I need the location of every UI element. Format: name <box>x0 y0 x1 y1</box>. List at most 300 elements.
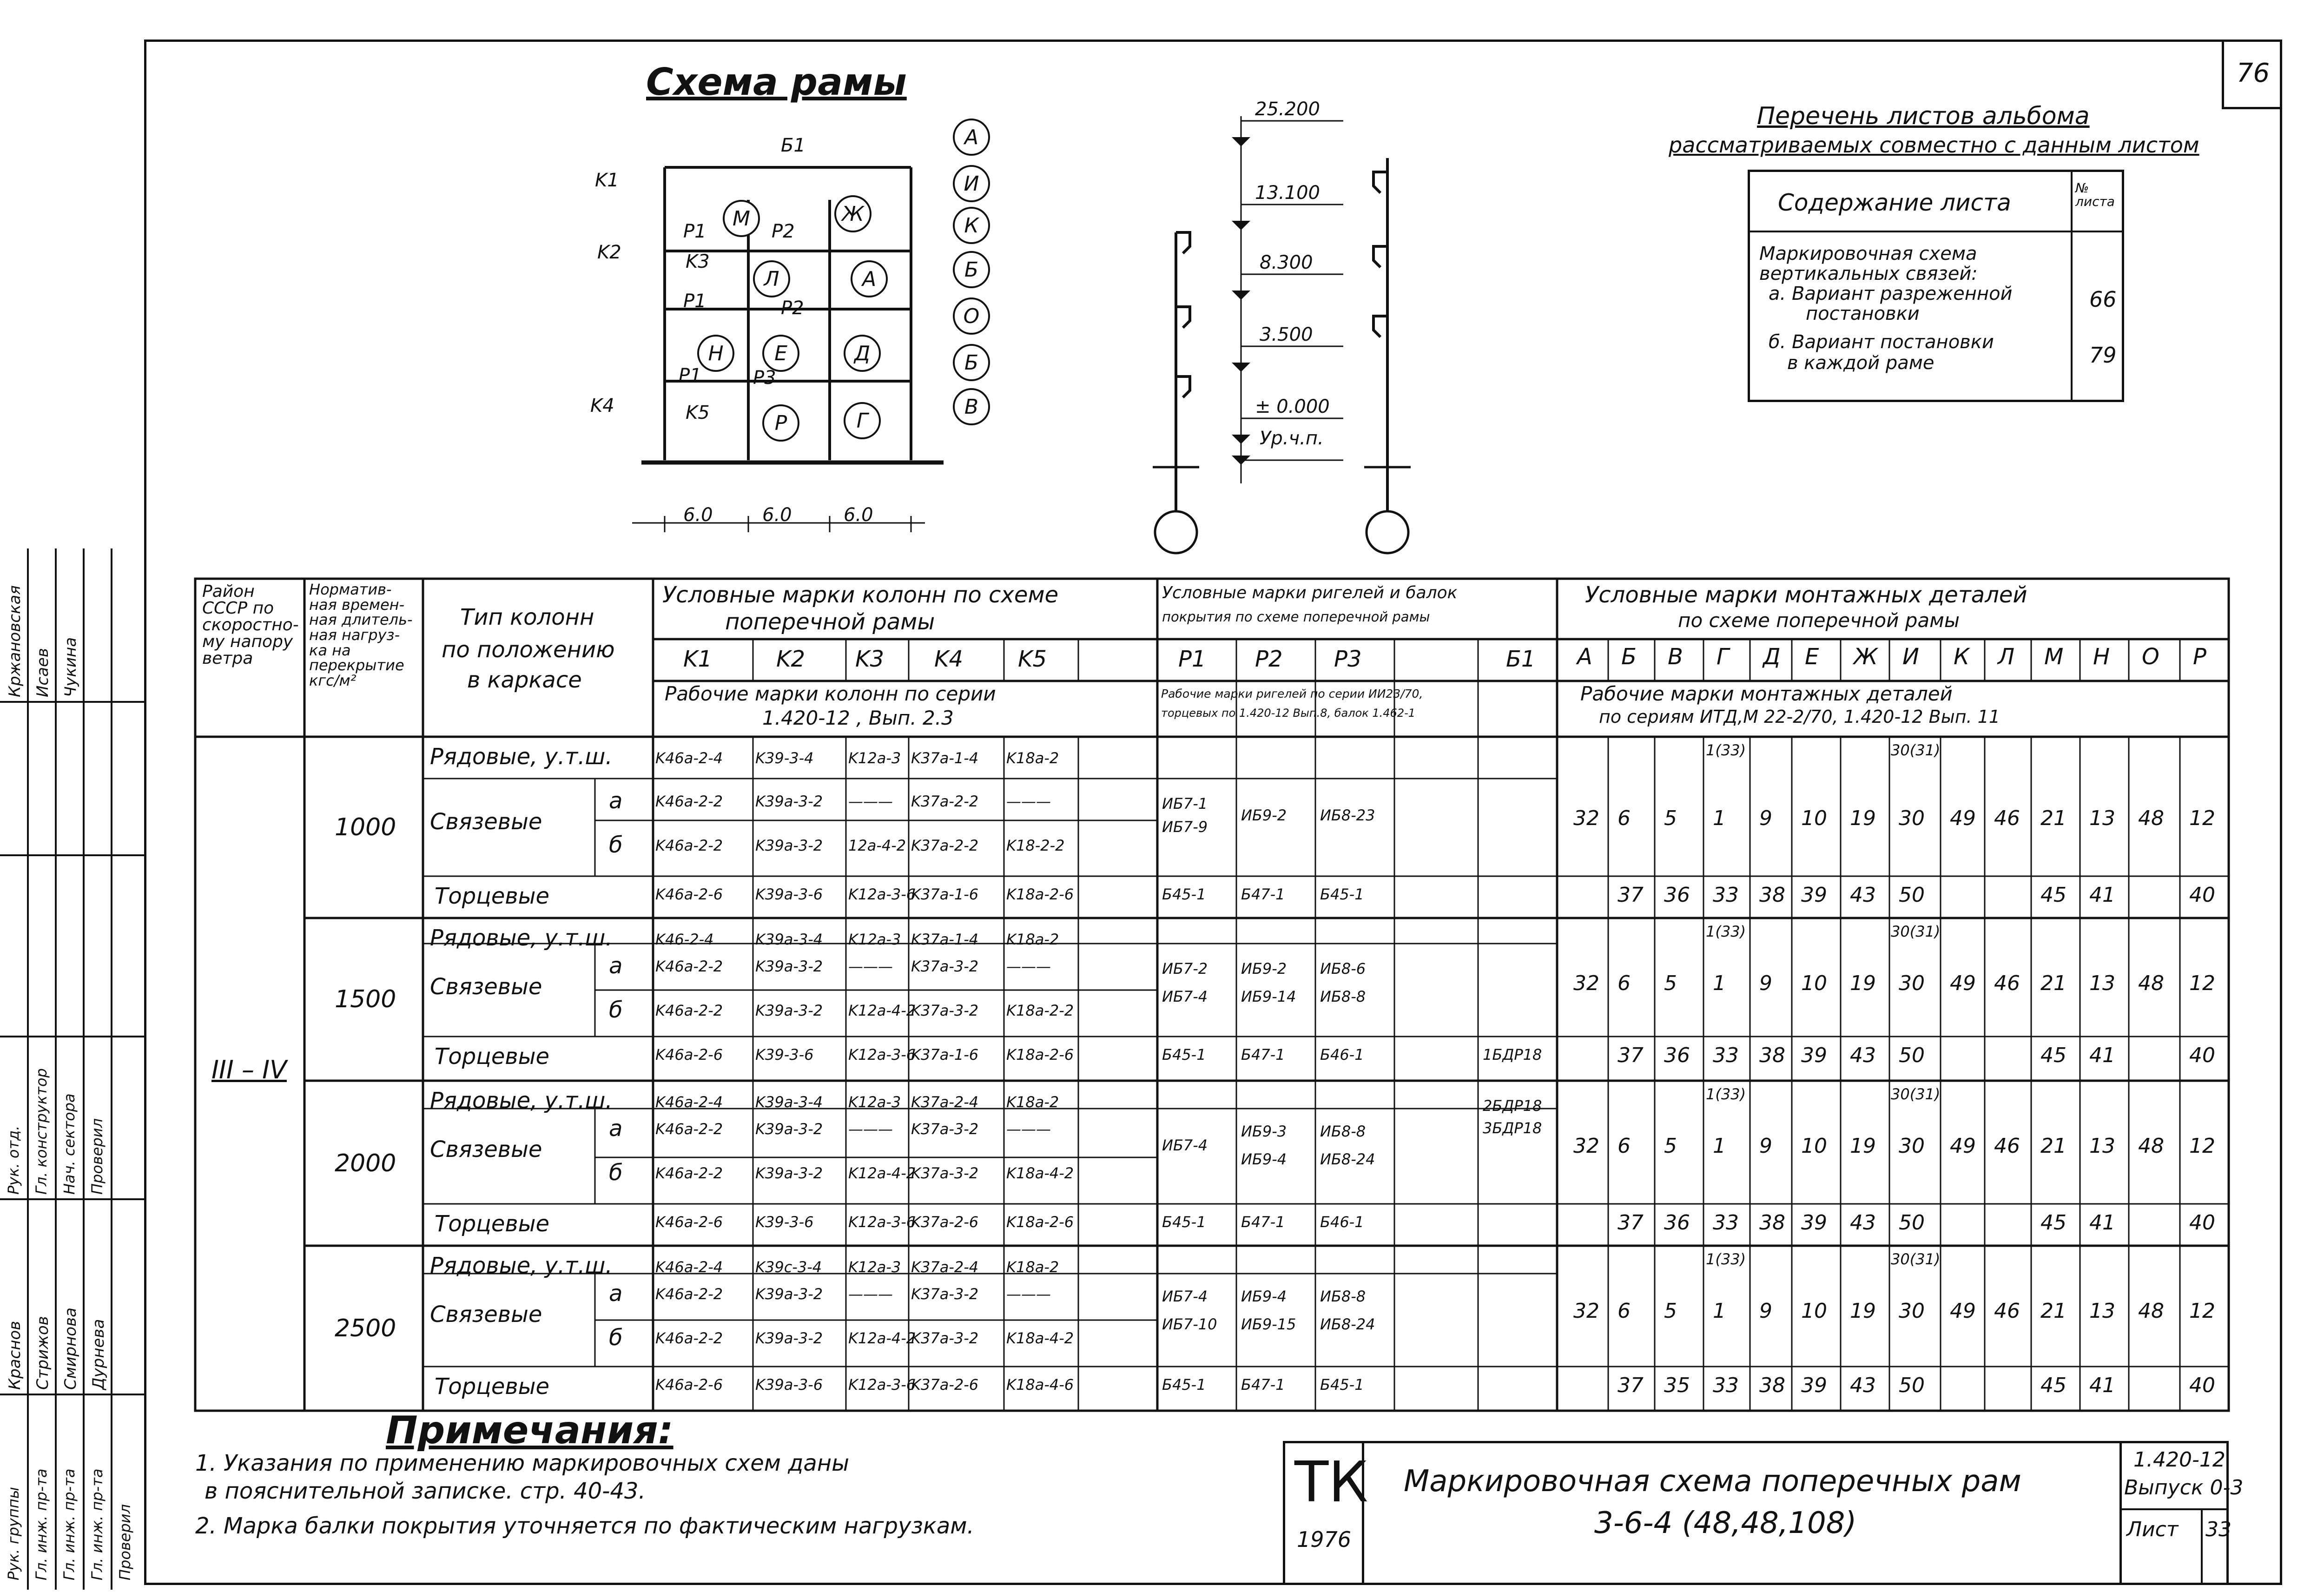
col-mark-end: K12a-3-6 <box>848 885 916 903</box>
header-col-k1: K1 <box>683 646 713 672</box>
det-brace-0: 32 <box>1573 971 1599 995</box>
node-circle-i: И <box>953 165 990 202</box>
rig-end: Б45-1 <box>1320 1376 1364 1394</box>
load-2500: 2500 <box>335 1314 396 1342</box>
det-brace-11: 13 <box>2089 1134 2115 1158</box>
rig-end: Б47-1 <box>1241 1376 1285 1394</box>
det-brace-2: 5 <box>1664 971 1677 995</box>
col-mark-a: ——— <box>848 1120 893 1138</box>
rig-end: Б45-1 <box>1162 1046 1206 1064</box>
header-rig-group-1: Условные марки ригелей и балок <box>1162 583 1458 602</box>
node-circle-a: А <box>953 119 990 156</box>
label-p2-mid: P2 <box>781 297 804 319</box>
title-sheet-label: Лист <box>2126 1518 2179 1541</box>
stamp-name2-2: Чукина <box>61 637 80 697</box>
album-row1-no: 66 <box>2089 287 2117 312</box>
label-p2: P2 <box>772 221 795 242</box>
det-end-11: 41 <box>2089 1374 2115 1397</box>
col-mark-ord: K18a-2 <box>1006 1093 1059 1111</box>
col-mark-ord: K37a-2-4 <box>911 1093 979 1111</box>
det-end-3: 33 <box>1713 1211 1739 1235</box>
col-mark-a: K39a-3-2 <box>755 1120 823 1138</box>
det-brace-1: 6 <box>1618 971 1631 995</box>
det-end-4: 38 <box>1759 883 1785 907</box>
type-b: б <box>609 1325 623 1351</box>
det-end-10: 45 <box>2040 883 2067 907</box>
col-mark-a: ——— <box>848 793 893 810</box>
col-mark-b: K18a-4-2 <box>1006 1329 1074 1347</box>
rig-end: Б47-1 <box>1241 1213 1285 1231</box>
type-b: б <box>609 997 623 1023</box>
album-header-content: Содержание листа <box>1778 189 2011 216</box>
label-p1-bot: P1 <box>679 365 702 386</box>
node-circle-m: M <box>723 200 760 237</box>
rig-end: Б47-1 <box>1241 885 1285 903</box>
b1-mark: 2БДР18 3БДР18 <box>1483 1097 1542 1137</box>
col-mark-end: K46a-2-6 <box>655 1046 723 1064</box>
det-end-3: 33 <box>1713 883 1739 907</box>
node-circle-b: Б <box>953 251 990 288</box>
stamp-role2-1: Гл. конструктор <box>33 1068 50 1195</box>
col-mark-end: K18a-2-6 <box>1006 1213 1074 1231</box>
det-end-6: 43 <box>1850 1374 1876 1397</box>
col-mark-end: K37a-2-6 <box>911 1376 979 1394</box>
header-det-8: К <box>1954 644 1970 670</box>
rig-p1: ИБ7-2 <box>1162 960 1208 978</box>
det-brace-7: 30 <box>1899 971 1925 995</box>
det-brace-2: 5 <box>1664 1299 1677 1323</box>
node-circle-v: В <box>953 388 990 425</box>
b1-mark: 1БДР18 <box>1483 1046 1542 1064</box>
det-end-7: 50 <box>1899 1374 1925 1397</box>
det-brace-3: 1 <box>1713 1299 1726 1323</box>
col-mark-end: K37a-1-6 <box>911 885 979 903</box>
header-rig-sub-1: Рабочие марки ригелей по серии ИИ23/70, <box>1161 687 1423 700</box>
node-circle-b2: Б <box>953 344 990 381</box>
rig-p3: ИБ8-8 <box>1320 1288 1366 1305</box>
det-brace-8: 49 <box>1950 971 1976 995</box>
det-end-11: 41 <box>2089 1211 2115 1235</box>
rig-p2b: ИБ9-4 <box>1241 1150 1287 1168</box>
type-a: а <box>609 788 623 814</box>
col-mark-b: K37a-3-2 <box>911 1329 979 1347</box>
det-end-13: 40 <box>2189 1044 2215 1067</box>
det-end-2: 36 <box>1664 883 1690 907</box>
col-mark-b: K37a-3-2 <box>911 1002 979 1019</box>
header-det-11: Н <box>2093 644 2110 670</box>
stamp-role-4: Проверил <box>116 1504 134 1580</box>
col-mark-end: K18a-2-6 <box>1006 885 1074 903</box>
col-mark-b: K37a-3-2 <box>911 1164 979 1182</box>
elev-floor-level: Ур.ч.п. <box>1260 428 1324 449</box>
span-dim-2: 6.0 <box>762 504 792 526</box>
album-row1-l2: вертикальных связей: <box>1759 263 1978 284</box>
det-end-1: 37 <box>1618 1044 1644 1067</box>
det-end-2: 35 <box>1664 1374 1690 1397</box>
det-brace-9: 46 <box>1994 1299 2020 1323</box>
col-mark-end: K39-3-6 <box>755 1213 814 1231</box>
col-mark-end: K39a-3-6 <box>755 1376 823 1394</box>
col-mark-a: ——— <box>1006 1120 1051 1138</box>
col-mark-b: K12a-4-2 <box>848 1002 916 1019</box>
rig-end: Б47-1 <box>1241 1046 1285 1064</box>
col-mark-a: K39a-3-2 <box>755 958 823 975</box>
col-mark-a: K46a-2-2 <box>655 958 723 975</box>
header-det-7: И <box>1902 644 1919 670</box>
det-brace-5: 10 <box>1801 1299 1827 1323</box>
header-load: Норматив- ная времен- ная длитель- ная нагруз- ка на перекрытие кгс/м² <box>309 581 413 689</box>
stamp-role2-0: Рук. отд. <box>5 1125 22 1195</box>
col-mark-b: K39a-3-2 <box>755 1002 823 1019</box>
title-name-1: Маркировочная схема поперечных рам <box>1404 1464 2021 1499</box>
stamp-name-0: Краснов <box>6 1321 24 1390</box>
det-end-5: 39 <box>1801 883 1827 907</box>
rig-p1b: ИБ7-10 <box>1162 1315 1217 1333</box>
det-brace-6: 19 <box>1850 1299 1876 1323</box>
rig-p1: ИБ7-1 <box>1162 795 1208 813</box>
header-det-group-1: Условные марки монтажных деталей <box>1585 582 2027 608</box>
header-rig-p3: P3 <box>1334 646 1362 672</box>
det-brace-0: 32 <box>1573 1134 1599 1158</box>
stamp-name2-1: Исаев <box>33 648 52 697</box>
header-rig-group-2: покрытия по схеме поперечной рамы <box>1162 609 1430 625</box>
det-end-3: 33 <box>1713 1374 1739 1397</box>
det-brace-9: 46 <box>1994 1134 2020 1158</box>
det-end-13: 40 <box>2189 1374 2215 1397</box>
elev-0000: ± 0.000 <box>1255 396 1330 417</box>
header-cols-sub-1: Рабочие марки колонн по серии <box>665 682 996 705</box>
span-dim-1: 6.0 <box>683 504 713 526</box>
col-mark-end: K12a-3-6 <box>848 1046 916 1064</box>
col-mark-a: K46a-2-2 <box>655 793 723 810</box>
det-brace-3: 1 <box>1713 971 1726 995</box>
load-2000: 2000 <box>335 1149 396 1177</box>
col-mark-ord: K18a-2 <box>1006 931 1059 948</box>
col-mark-end: K37a-1-6 <box>911 1046 979 1064</box>
label-k5: K5 <box>686 402 710 423</box>
det-brace-12: 48 <box>2138 971 2164 995</box>
det-end-1: 37 <box>1618 883 1644 907</box>
det-brace-6: 19 <box>1850 806 1876 830</box>
label-p3: P3 <box>753 367 776 389</box>
stamp-name2-0: Кржановская <box>6 585 24 697</box>
col-mark-end: K39-3-6 <box>755 1046 814 1064</box>
header-det-group-2: по схеме поперечной рамы <box>1678 609 1960 632</box>
col-mark-ord: K18a-2 <box>1006 749 1059 767</box>
det-brace-11: 13 <box>2089 806 2115 830</box>
det-brace-2: 5 <box>1664 1134 1677 1158</box>
type-ordinary: Рядовые, у.т.ш. <box>430 925 613 951</box>
col-mark-end: K39a-3-6 <box>755 885 823 903</box>
det-g-top: 1(33) <box>1706 923 1746 940</box>
album-row1-l1: Маркировочная схема <box>1759 243 1977 264</box>
det-brace-13: 12 <box>2189 1134 2215 1158</box>
node-circle-e: Е <box>762 335 799 372</box>
col-mark-b: K18a-2-2 <box>1006 1002 1074 1019</box>
det-brace-4: 9 <box>1759 1299 1772 1323</box>
det-brace-0: 32 <box>1573 806 1599 830</box>
node-circle-a-inner: А <box>851 260 888 297</box>
notes-title: Примечания: <box>386 1408 673 1453</box>
det-end-13: 40 <box>2189 1211 2215 1235</box>
col-mark-a: K39a-3-2 <box>755 1285 823 1303</box>
album-row2-l2: в каждой раме <box>1787 352 1934 374</box>
det-brace-10: 21 <box>2040 1299 2067 1323</box>
col-mark-ord: K18a-2 <box>1006 1258 1059 1276</box>
type-end: Торцевые <box>435 1211 550 1237</box>
type-bracing: Связевые <box>430 974 542 1000</box>
stamp-role2-3: Проверил <box>88 1118 106 1195</box>
col-mark-ord: K37a-1-4 <box>911 931 979 948</box>
col-mark-end: K46a-2-6 <box>655 1376 723 1394</box>
note-2: 2. Марка балки покрытия уточняется по фактическим нагрузкам. <box>195 1513 974 1539</box>
type-bracing: Связевые <box>430 809 542 835</box>
col-mark-ord: K12a-3 <box>848 931 901 948</box>
rig-p1b: ИБ7-9 <box>1162 818 1208 836</box>
col-mark-a: ——— <box>848 1285 893 1303</box>
det-brace-8: 49 <box>1950 1299 1976 1323</box>
col-mark-end: K46a-2-6 <box>655 885 723 903</box>
col-mark-b: K18-2-2 <box>1006 837 1065 854</box>
det-end-11: 41 <box>2089 1044 2115 1067</box>
col-label-k2: K2 <box>597 242 621 263</box>
rig-p2: ИБ9-2 <box>1241 960 1287 978</box>
col-mark-ord: K12a-3 <box>848 1258 901 1276</box>
stamp-name-2: Смирнова <box>61 1308 80 1390</box>
det-brace-4: 9 <box>1759 806 1772 830</box>
header-det-1: Б <box>1621 644 1637 670</box>
det-brace-5: 10 <box>1801 1134 1827 1158</box>
col-mark-b: K39a-3-2 <box>755 837 823 854</box>
node-circle-l: Л <box>753 260 790 297</box>
det-brace-9: 46 <box>1994 806 2020 830</box>
det-brace-4: 9 <box>1759 971 1772 995</box>
type-ordinary: Рядовые, у.т.ш. <box>430 1253 613 1279</box>
type-end: Торцевые <box>435 1374 550 1400</box>
rig-p3b: ИБ8-24 <box>1320 1315 1375 1333</box>
col-mark-a: K46a-2-2 <box>655 1120 723 1138</box>
note-1b: в пояснительной записке. стр. 40-43. <box>205 1478 646 1504</box>
col-mark-b: K46a-2-2 <box>655 1329 723 1347</box>
title-series: 1.420-12 <box>2133 1448 2225 1472</box>
rig-p3: ИБ8-23 <box>1320 806 1375 824</box>
title-name-2: 3-6-4 (48,48,108) <box>1594 1506 1857 1540</box>
det-brace-2: 5 <box>1664 806 1677 830</box>
node-circle-k: К <box>953 207 990 244</box>
rig-end: Б45-1 <box>1320 885 1364 903</box>
det-brace-13: 12 <box>2189 971 2215 995</box>
col-mark-end: K12a-3-6 <box>848 1213 916 1231</box>
col-mark-end: K46a-2-6 <box>655 1213 723 1231</box>
header-col-k4: K4 <box>934 646 964 672</box>
col-mark-b: K39a-3-2 <box>755 1329 823 1347</box>
det-brace-8: 49 <box>1950 806 1976 830</box>
span-dim-3: 6.0 <box>844 504 873 526</box>
col-mark-end: K12a-3-6 <box>848 1376 916 1394</box>
det-brace-12: 48 <box>2138 1299 2164 1323</box>
label-p1: P1 <box>683 221 706 242</box>
scheme-title: Схема рамы <box>646 60 907 104</box>
album-title-1: Перечень листов альбома <box>1757 102 2090 130</box>
det-end-13: 40 <box>2189 883 2215 907</box>
det-g-top: 1(33) <box>1706 1085 1746 1103</box>
col-mark-ord: K46a-2-4 <box>655 1093 723 1111</box>
det-brace-7: 30 <box>1899 1299 1925 1323</box>
header-det-sub-2: по сериям ИТД,М 22-2/70, 1.420-12 Вып. 11 <box>1599 707 2000 727</box>
det-end-3: 33 <box>1713 1044 1739 1067</box>
sheet-corner-number: 76 <box>2222 40 2282 109</box>
node-circle-zh: Ж <box>834 195 872 232</box>
album-title-2: рассматриваемых совместно с данным листом <box>1669 132 2199 158</box>
det-end-4: 38 <box>1759 1044 1785 1067</box>
rig-p3: ИБ8-8 <box>1320 1123 1366 1140</box>
header-region: Район СССР по скоростно- му напору ветра <box>202 582 299 668</box>
album-row2-l1: б. Вариант постановки <box>1769 331 1994 353</box>
header-det-9: Л <box>1998 644 2015 670</box>
det-brace-3: 1 <box>1713 806 1726 830</box>
col-mark-ord: K37a-2-4 <box>911 1258 979 1276</box>
col-mark-a: ——— <box>1006 1285 1051 1303</box>
beam-label-b1: Б1 <box>781 135 805 156</box>
label-k3: K3 <box>686 251 710 272</box>
det-end-6: 43 <box>1850 1211 1876 1235</box>
det-end-1: 37 <box>1618 1211 1644 1235</box>
col-label-k1: K1 <box>595 170 619 191</box>
det-brace-11: 13 <box>2089 971 2115 995</box>
col-mark-b: K46a-2-2 <box>655 837 723 854</box>
header-det-sub-1: Рабочие марки монтажных деталей <box>1580 682 1953 705</box>
stamp-name-3: Дурнева <box>89 1319 108 1390</box>
header-rig-b1: Б1 <box>1506 646 1536 672</box>
rig-p1: ИБ7-4 <box>1162 1136 1208 1154</box>
det-end-5: 39 <box>1801 1044 1827 1067</box>
col-mark-a: K37a-3-2 <box>911 958 979 975</box>
rig-p1b: ИБ7-4 <box>1162 988 1208 1005</box>
det-end-10: 45 <box>2040 1211 2067 1235</box>
type-end: Торцевые <box>435 883 550 909</box>
det-end-1: 37 <box>1618 1374 1644 1397</box>
header-col-k5: K5 <box>1018 646 1047 672</box>
det-end-10: 45 <box>2040 1374 2067 1397</box>
rig-end: Б45-1 <box>1162 1376 1206 1394</box>
node-circle-o: О <box>953 297 990 335</box>
col-mark-b: 12a-4-2 <box>848 837 906 854</box>
col-mark-a: K37a-3-2 <box>911 1285 979 1303</box>
col-mark-ord: K46a-2-4 <box>655 1258 723 1276</box>
det-brace-13: 12 <box>2189 1299 2215 1323</box>
det-brace-5: 10 <box>1801 971 1827 995</box>
col-mark-ord: K46a-2-4 <box>655 749 723 767</box>
det-brace-10: 21 <box>2040 1134 2067 1158</box>
rig-end: Б46-1 <box>1320 1213 1364 1231</box>
det-end-11: 41 <box>2089 883 2115 907</box>
header-type-2: по положению <box>442 637 615 663</box>
col-mark-a: K37a-2-2 <box>911 793 979 810</box>
det-g-top: 1(33) <box>1706 1250 1746 1268</box>
stamp-role-0: Рук. группы <box>5 1486 22 1580</box>
type-bracing: Связевые <box>430 1136 542 1163</box>
det-brace-6: 19 <box>1850 971 1876 995</box>
header-rig-sub-2: торцевых по 1.420-12 Вып.8, балок 1.462-1 <box>1161 707 1416 720</box>
det-brace-4: 9 <box>1759 1134 1772 1158</box>
col-mark-ord: K12a-3 <box>848 749 901 767</box>
label-p1-mid: P1 <box>683 291 706 312</box>
det-end-4: 38 <box>1759 1374 1785 1397</box>
det-end-2: 36 <box>1664 1211 1690 1235</box>
det-brace-7: 30 <box>1899 806 1925 830</box>
col-mark-ord: K46-2-4 <box>655 931 714 948</box>
det-brace-3: 1 <box>1713 1134 1726 1158</box>
col-mark-ord: K39a-3-4 <box>755 1093 823 1111</box>
det-end-10: 45 <box>2040 1044 2067 1067</box>
stamp-role-3: Гл. инж. пр-та <box>88 1468 106 1580</box>
col-mark-a: K39a-3-2 <box>755 793 823 810</box>
det-i-top: 30(31) <box>1891 741 1941 759</box>
header-col-k2: K2 <box>776 646 805 672</box>
node-circle-n: Н <box>697 335 734 372</box>
rig-p2b: ИБ9-15 <box>1241 1315 1296 1333</box>
rig-p1: ИБ7-4 <box>1162 1288 1208 1305</box>
logo-tk: ТК <box>1294 1450 1368 1515</box>
det-g-top: 1(33) <box>1706 741 1746 759</box>
header-det-4: Д <box>1763 644 1781 670</box>
det-end-4: 38 <box>1759 1211 1785 1235</box>
title-issue: Выпуск 0-3 <box>2124 1476 2244 1500</box>
stamp-role-1: Гл. инж. пр-та <box>33 1468 50 1580</box>
header-rig-p1: P1 <box>1178 646 1206 672</box>
det-end-7: 50 <box>1899 883 1925 907</box>
det-brace-10: 21 <box>2040 806 2067 830</box>
elev-13100: 13.100 <box>1255 182 1320 204</box>
det-brace-8: 49 <box>1950 1134 1976 1158</box>
col-mark-ord: K37a-1-4 <box>911 749 979 767</box>
type-b: б <box>609 832 623 858</box>
album-row1-l3: а. Вариант разреженной <box>1769 283 2013 304</box>
rig-end: Б45-1 <box>1162 1213 1206 1231</box>
col-mark-a: ——— <box>848 958 893 975</box>
load-1500: 1500 <box>335 985 396 1013</box>
type-ordinary: Рядовые, у.т.ш. <box>430 744 613 770</box>
det-brace-1: 6 <box>1618 1299 1631 1323</box>
stamp-role-2: Гл. инж. пр-та <box>60 1468 78 1580</box>
rig-end: Б45-1 <box>1162 885 1206 903</box>
col-mark-a: ——— <box>1006 958 1051 975</box>
rig-p3: ИБ8-6 <box>1320 960 1366 978</box>
det-end-6: 43 <box>1850 1044 1876 1067</box>
det-brace-12: 48 <box>2138 806 2164 830</box>
col-label-k4: K4 <box>590 395 614 416</box>
header-type-1: Тип колонн <box>460 604 594 630</box>
type-b: б <box>609 1160 623 1186</box>
header-det-12: О <box>2142 644 2159 670</box>
col-mark-b: K18a-4-2 <box>1006 1164 1074 1182</box>
type-a: а <box>609 1116 623 1142</box>
header-rig-p2: P2 <box>1255 646 1283 672</box>
det-brace-5: 10 <box>1801 806 1827 830</box>
node-circle-r: Р <box>762 404 799 442</box>
det-brace-13: 12 <box>2189 806 2215 830</box>
det-end-7: 50 <box>1899 1211 1925 1235</box>
type-a: а <box>609 1281 623 1307</box>
elev-25200: 25.200 <box>1255 99 1320 120</box>
header-type-3: в каркасе <box>467 667 582 693</box>
rig-p3b: ИБ8-8 <box>1320 988 1366 1005</box>
col-mark-a: K37a-3-2 <box>911 1120 979 1138</box>
det-end-5: 39 <box>1801 1211 1827 1235</box>
rig-p2: ИБ9-2 <box>1241 806 1287 824</box>
logo-year: 1976 <box>1297 1527 1352 1552</box>
col-mark-b: K12a-4-2 <box>848 1164 916 1182</box>
